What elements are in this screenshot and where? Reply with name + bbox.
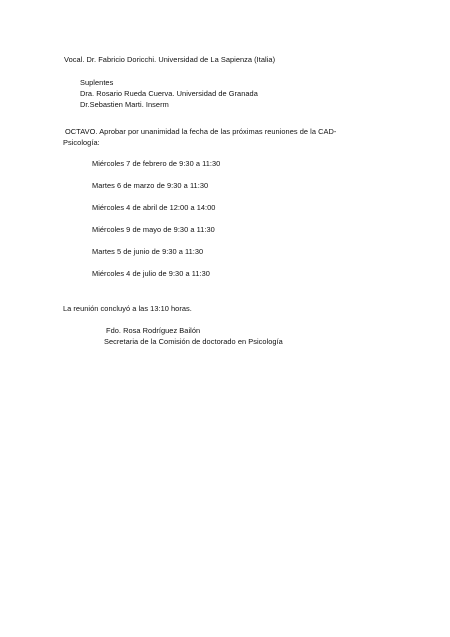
suplente-member-2: Dr.Sebastien Marti. Inserm [80, 100, 169, 109]
meeting-item-6: Miércoles 4 de julio de 9:30 a 11:30 [92, 269, 210, 278]
closing-line: La reunión concluyó a las 13:10 horas. [63, 304, 192, 313]
signature-role: Secretaria de la Comisión de doctorado en Psicología [104, 337, 283, 346]
meeting-item-4: Miércoles 9 de mayo de 9:30 a 11:30 [92, 225, 215, 234]
octavo-line-1: OCTAVO. Aprobar por unanimidad la fecha de las próximas reuniones de la CAD- [65, 127, 337, 136]
meeting-item-2: Martes 6 de marzo de 9:30 a 11:30 [92, 181, 209, 190]
suplentes-heading: Suplentes [80, 78, 114, 87]
meeting-item-5: Martes 5 de junio de 9:30 a 11:30 [92, 247, 204, 256]
meeting-item-3: Miércoles 4 de abril de 12:00 a 14:00 [92, 203, 216, 212]
meeting-item-1: Miércoles 7 de febrero de 9:30 a 11:30 [92, 159, 221, 168]
octavo-line-2: Psicología: [63, 138, 100, 147]
vocal-line: Vocal. Dr. Fabricio Doricchi. Universidad de La Sapienza (Italia) [64, 55, 276, 64]
suplente-member-1: Dra. Rosario Rueda Cuerva. Universidad de Granada [80, 89, 258, 98]
signature-name: Fdo. Rosa Rodríguez Bailón [106, 326, 201, 335]
